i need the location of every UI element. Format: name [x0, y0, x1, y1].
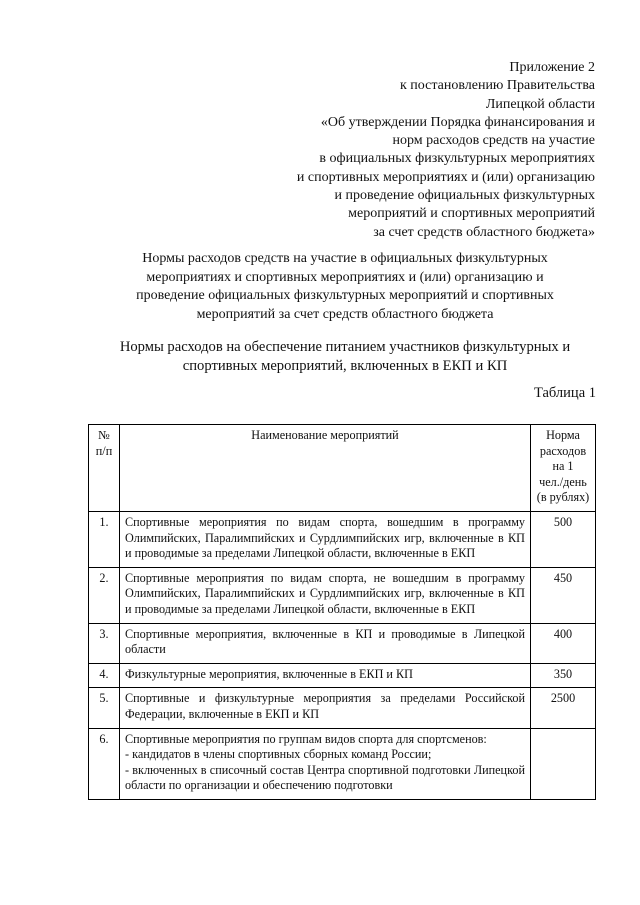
row-norm: 500 — [531, 511, 596, 567]
appendix-line: Приложение 2 — [509, 60, 595, 75]
appendix-line: «Об утверждении Порядка финансирования и — [320, 114, 595, 130]
subtitle-line: спортивных мероприятий, включенных в ЕКП и КП — [182, 358, 508, 374]
row-number: 4. — [89, 663, 120, 688]
norms-table — [88, 424, 596, 800]
table-caption: Таблица 1 — [533, 385, 596, 401]
table-row — [89, 623, 596, 663]
appendix-line: к постановлению Правительства — [399, 78, 595, 94]
row-number: 3. — [89, 623, 120, 663]
table-row — [89, 688, 596, 728]
row-name-line: - кандидатов в члены спортивных сборных команд России; — [125, 747, 432, 762]
subtitle-line: Нормы расходов на обеспечение питанием участников физкультурных и — [119, 339, 571, 355]
title-line: мероприятий за счет средств областного бюджета — [196, 306, 494, 322]
row-norm: 350 — [531, 663, 596, 688]
table-row — [89, 728, 596, 799]
row-number: 6. — [89, 728, 120, 799]
title-line: Нормы расходов средств на участие в официальных физкультурных — [142, 251, 548, 266]
header-number-sign: № — [98, 428, 110, 442]
appendix-line: Липецкой области — [485, 96, 595, 112]
header-norm — [531, 425, 596, 512]
row-name-line: Спортивные мероприятия по группам видов спорта для спортсменов: — [125, 731, 487, 746]
title-line: мероприятиях и спортивных мероприятиях и (или) организацию и — [146, 269, 544, 285]
row-name — [120, 728, 531, 799]
appendix-line: норм расходов средств на участие — [392, 133, 595, 149]
header-norm-line: Норма — [546, 428, 580, 442]
appendix-line: в официальных физкультурных мероприятиях — [319, 151, 595, 167]
row-norm: 400 — [531, 623, 596, 663]
document-subtitle — [90, 338, 600, 376]
row-name-line: - включенных в списочный состав Центра спортивной подготовки Липецкой области по организации и обеспечению подготовки — [125, 762, 525, 793]
header-norm-line: чел./день — [539, 474, 587, 489]
row-norm — [531, 728, 596, 799]
table-row — [89, 567, 596, 623]
header-number-abbr: п/п — [95, 443, 113, 458]
row-number: 1. — [89, 511, 120, 567]
appendix-block — [235, 59, 595, 242]
appendix-line: за счет средств областного бюджета» — [373, 224, 595, 240]
appendix-line: и спортивных мероприятиях и (или) организацию — [296, 169, 595, 185]
header-norm-line: на 1 — [552, 459, 574, 474]
row-norm: 2500 — [531, 688, 596, 728]
table-header-row — [89, 425, 596, 512]
row-name: Спортивные мероприятия, включенные в КП и проводимые в Липецкой области — [120, 623, 531, 663]
appendix-line: мероприятий и спортивных мероприятий — [348, 206, 595, 222]
table-row — [89, 663, 596, 688]
table-row — [89, 511, 596, 567]
header-norm-line: расходов — [539, 443, 587, 458]
row-number: 5. — [89, 688, 120, 728]
row-norm: 450 — [531, 567, 596, 623]
appendix-line: и проведение официальных физкультурных — [334, 188, 595, 204]
header-norm-line: (в рублях) — [536, 490, 590, 505]
row-name: Спортивные мероприятия по видам спорта, не вошедшим в программу Олимпийских, Паралимпийских и Сурдлимпийских игр, включенные в КП и проводимые за пределами Липецкой области, включенные в ЕКП — [120, 567, 531, 623]
row-name: Физкультурные мероприятия, включенные в ЕКП и КП — [120, 663, 531, 688]
row-name: Спортивные мероприятия по видам спорта, вошедшим в программу Олимпийских, Паралимпийских и Сурдлимпийских игр, включенные в КП и проводимые за пределами Липецкой области, включенные в ЕКП — [120, 511, 531, 567]
row-number: 2. — [89, 567, 120, 623]
header-name: Наименование мероприятий — [120, 425, 531, 512]
document-title — [90, 250, 600, 324]
header-number — [89, 425, 120, 512]
title-line: проведение официальных физкультурных мероприятий и спортивных — [136, 288, 554, 304]
row-name: Спортивные и физкультурные мероприятия за пределами Российской Федерации, включенные в ЕКП и КП — [120, 688, 531, 728]
